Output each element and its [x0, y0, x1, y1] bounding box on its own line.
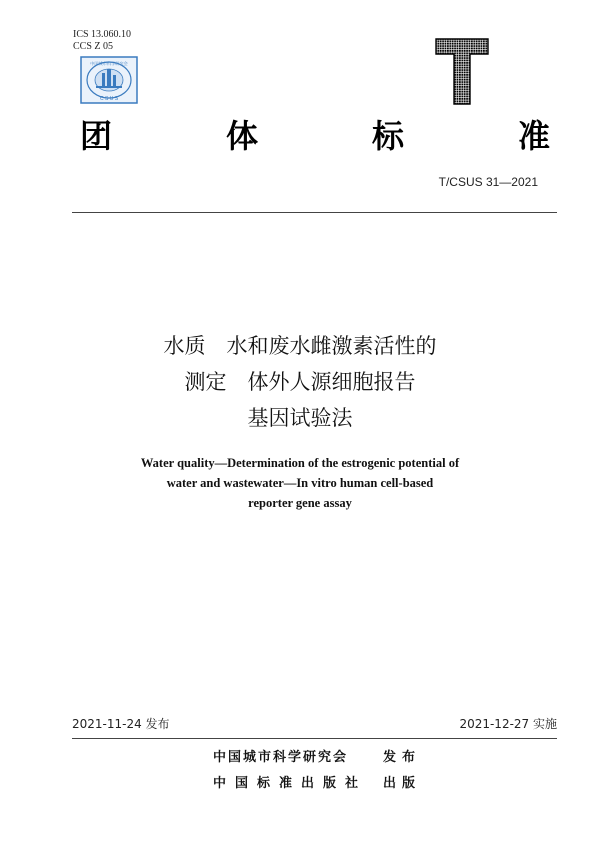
publisher-action: 发布: [383, 750, 422, 765]
chinese-title-line: 基因试验法: [247, 406, 353, 430]
chinese-title: [0, 328, 600, 436]
standard-category: [80, 116, 550, 156]
publisher-org: 中国城市科学研究会: [213, 750, 349, 765]
category-char: 体: [225, 117, 258, 155]
ccs-code: CCS Z 05: [73, 41, 114, 52]
csus-logo: [80, 56, 138, 104]
category-char: 标: [371, 117, 404, 155]
logo-top-text: 中国城市科学研究会: [90, 61, 128, 66]
publisher-row: [213, 771, 421, 797]
chinese-title-line: 水质 水和废水雌激素活性的: [163, 334, 437, 358]
classification-codes: [73, 29, 131, 53]
category-char: 准: [517, 117, 550, 155]
standard-number: T/CSUS 31—2021: [438, 175, 538, 189]
english-title-line: Water quality—Determination of the estrogenic potential of: [140, 456, 460, 470]
english-title: [0, 453, 600, 513]
implement-date: 2021-12-27 实施: [459, 717, 557, 731]
publisher-action: 出版: [383, 776, 422, 791]
footer-divider: [72, 738, 557, 739]
standard-type-letter: [435, 38, 489, 105]
category-char: 团: [80, 117, 113, 155]
chinese-title-line: 测定 体外人源细胞报告: [184, 370, 416, 394]
english-title-line: reporter gene assay: [248, 496, 352, 510]
ics-code: ICS 13.060.10: [73, 29, 132, 40]
publisher-org: 中国标准出版社: [213, 776, 368, 791]
publisher-row: [213, 745, 421, 771]
english-title-line: water and wastewater—In vitro human cell-based: [166, 476, 434, 490]
header-divider: [72, 212, 557, 213]
logo-bottom-text: C S U S: [99, 96, 119, 102]
publish-date: 2021-11-24 发布: [72, 717, 170, 731]
publisher-block: [213, 745, 421, 797]
